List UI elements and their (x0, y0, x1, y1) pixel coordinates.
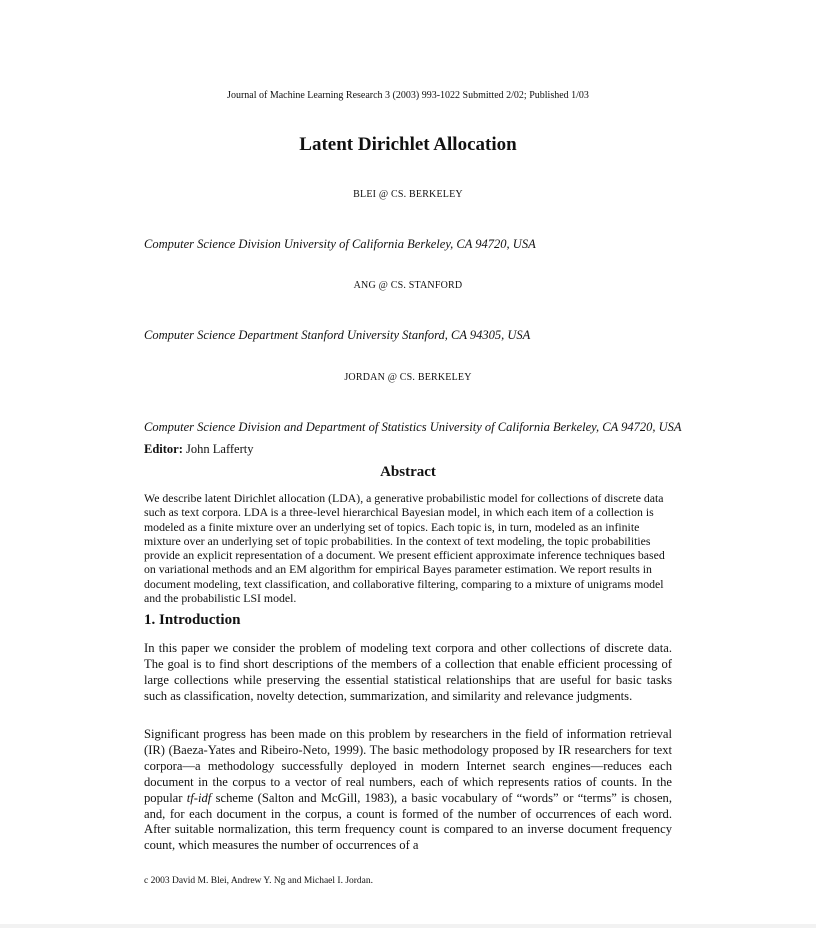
author-affiliation-2: Computer Science Department Stanford University Stanford, CA 94305, USA (144, 328, 531, 342)
page-bottom-edge (0, 924, 816, 928)
author-affiliation-3: Computer Science Division and Department of Statistics University of California Berkeley, CA 94720, USA (144, 420, 682, 434)
section-heading-introduction: 1. Introduction (144, 612, 241, 628)
intro-paragraph-2 (144, 727, 672, 854)
intro-paragraph-2-part-a: Significant progress has been made on this problem by researchers in the field of information retrieval (IR) (Baeza-Yates and Ribeiro-Neto, 1999). The basic methodology proposed by IR researchers for text corpora—a methodology successfully deployed in modern Internet search engines—reduces each document in the corpus to a vector of real numbers, each of which represents ratios of counts. In the popular (144, 727, 672, 805)
tf-idf-term: tf-idf (186, 790, 212, 805)
author-email-2: ANG @ CS. STANFORD (353, 280, 463, 291)
editor-line (144, 442, 253, 457)
abstract-text: We describe latent Dirichlet allocation (LDA), a generative probabilistic model for collections of discrete data such as text corpora. LDA is a three-level hierarchical Bayesian model, in which each item of a collection is modeled as a finite mixture over an underlying set of topics. Each topic is, in turn, modeled as an infinite mixture over an underlying set of topic probabilities. In the context of text modeling, the topic probabilities provide an explicit representation of a document. We present efficient approximate inference techniques based on variational methods and an EM algorithm for empirical Bayes parameter estimation. We report results in document modeling, text classification, and collaborative filtering, comparing to a mixture of unigrams model and the probabilistic LSI model. (144, 491, 665, 606)
author-email-1: BLEI @ CS. BERKELEY (353, 189, 463, 200)
author-email-3: JORDAN @ CS. BERKELEY (344, 372, 472, 383)
intro-paragraph-2-part-b: scheme (Salton and McGill, 1983), a basic vocabulary of “words” or “terms” is chosen, and, for each document in the corpus, a count is formed of the number of occurrences of each word. After suitable normalization, this term frequency count is compared to an inverse document frequency count, which measures the number of occurrences of a (144, 790, 672, 853)
intro-paragraph-1: In this paper we consider the problem of modeling text corpora and other collections of discrete data. The goal is to find short descriptions of the members of a collection that enable efficient processing of large collections while preserving the essential statistical relationships that are useful for basic tasks such as classification, novelty detection, summarization, and similarity and relevance judgments. (144, 641, 672, 703)
journal-header: Journal of Machine Learning Research 3 (2003) 993-1022 Submitted 2/02; Published 1/03 (227, 90, 589, 101)
abstract-heading: Abstract (380, 464, 436, 480)
paper-title: Latent Dirichlet Allocation (299, 134, 517, 155)
copyright-footnote: c 2003 David M. Blei, Andrew Y. Ng and Michael I. Jordan. (144, 876, 374, 886)
author-affiliation-1: Computer Science Division University of California Berkeley, CA 94720, USA (144, 237, 536, 251)
editor-label: Editor: (144, 442, 183, 456)
editor-name: John Lafferty (186, 442, 254, 456)
